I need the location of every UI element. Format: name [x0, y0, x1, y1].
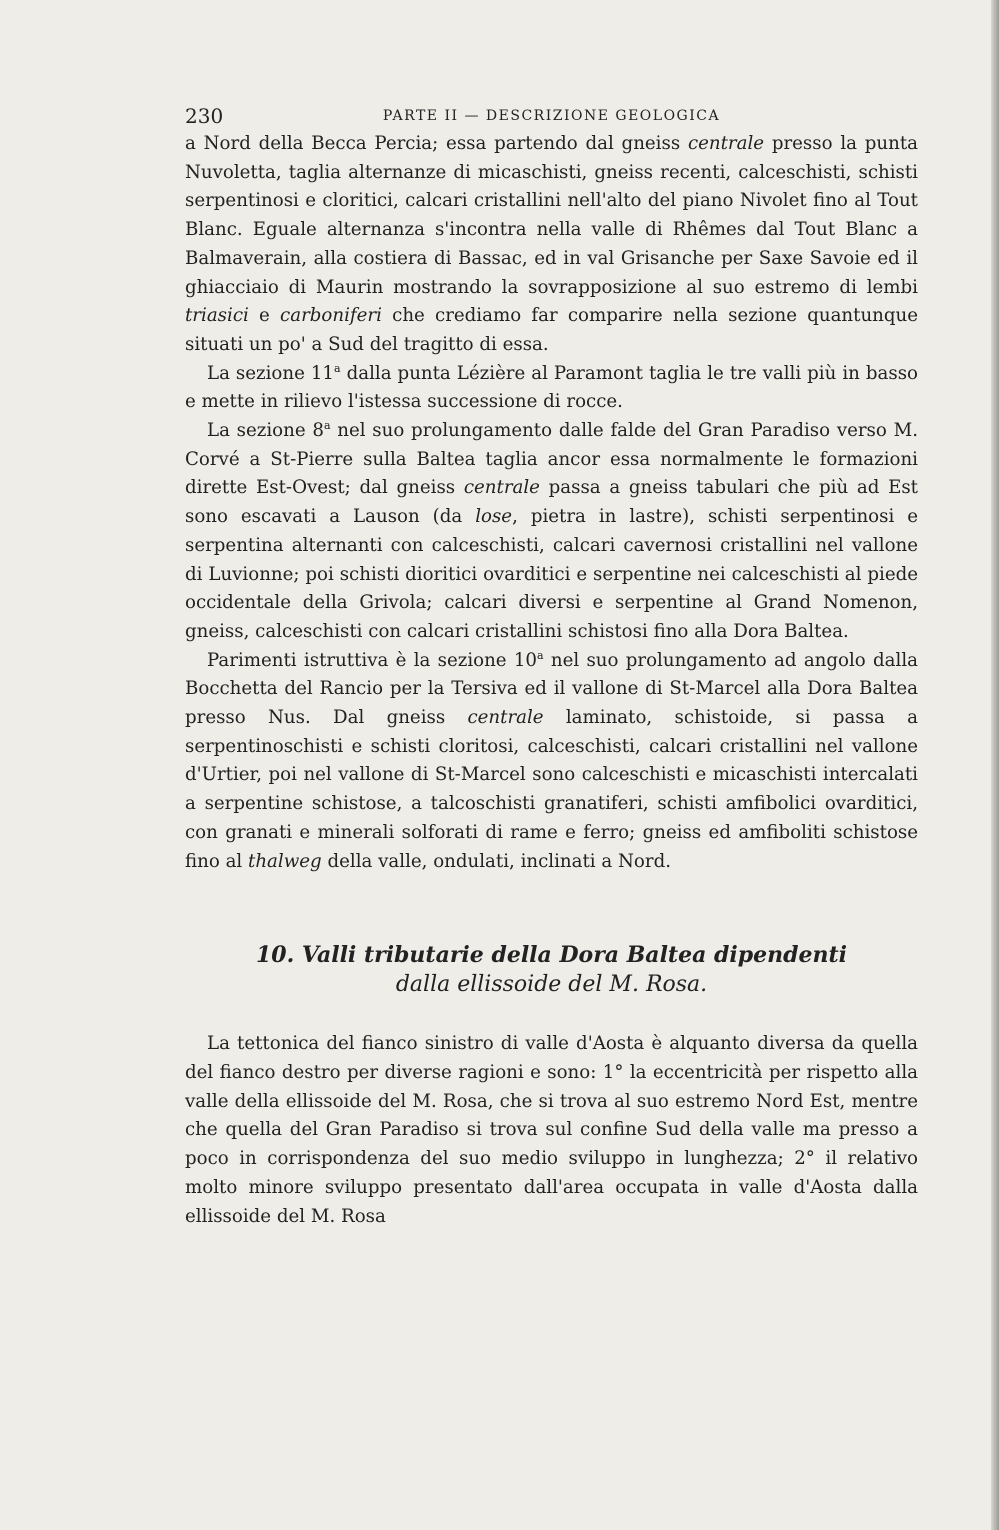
text-run: nel suo prolungamento dalle falde del Gran Paradiso verso M. Corvé a St-Pierre sulla Baltea taglia ancor essa normalmente le formazioni dirette Est-Ovest; dal gneiss — [185, 420, 918, 499]
italic-term: thalweg — [248, 850, 322, 872]
italic-term: triasici — [185, 305, 249, 327]
text-run: dalla punta Lézière al Paramont taglia le tre valli più in basso e mette in rilievo l'istessa successione di rocce. — [185, 362, 918, 413]
text-run: La sezione 11 — [207, 362, 335, 384]
italic-term: centrale — [467, 707, 544, 729]
section-heading-line-1: 10. Valli tributarie della Dora Baltea dipendenti — [255, 942, 848, 969]
superscript: a — [334, 361, 341, 375]
text-run: presso la punta Nuvoletta, taglia alternanze di micaschisti, gneiss recenti, calceschisti, schisti serpentinosi e cloritici, calcari cristallini nell'alto del piano Nivolet fino al Tout Blanc. Eguale alternanza s'incontra nella valle di Rhêmes dal Tout Blanc a Balmaverain, alla costiera di Bassac, ed in val Grisanche per Saxe Savoie ed il ghiacciaio di Maurin mostrando la sovrapposizione al suo estremo di lembi — [185, 133, 918, 298]
text-run: laminato, schistoide, si passa a serpentinoschisti e schisti cloritosi, calceschisti, calcari cristallini nel vallone d'Urtier, poi nel vallone di St-Marcel sono calceschisti e micaschisti intercalati a serpentine schistose, a talcoschisti granatiferi, schisti amfibolici ovarditici, con granati e minerali solforati di rame e ferro; gneiss ed amfiboliti schistose fino al — [185, 707, 918, 872]
body-text — [185, 130, 918, 876]
paragraph — [185, 130, 918, 360]
section-heading-line-2: dalla ellissoide del M. Rosa. — [395, 972, 708, 998]
page-edge-shadow — [991, 0, 999, 1530]
text-run: Parimenti istruttiva è la sezione 10 — [207, 649, 538, 671]
italic-term: lose — [475, 506, 513, 528]
text-run: passa a gneiss tabulari che più ad Est sono escavati a Lauson (da — [185, 477, 918, 528]
paragraph — [185, 647, 918, 877]
paragraph — [185, 1030, 918, 1231]
paragraph — [185, 360, 918, 417]
italic-term: carboniferi — [280, 305, 382, 327]
italic-term: centrale — [463, 477, 540, 499]
book-page — [185, 100, 918, 1231]
text-run: a Nord della Becca Percia; essa partendo dal gneiss — [185, 133, 688, 154]
text-run: La tettonica del fianco sinistro di valle d'Aosta è alquanto diversa da quella del fianco destro per diverse ragioni e sono: 1° la eccentricità per rispetto alla valle della ellissoide del M. Rosa, che si trova al suo estremo Nord Est, mentre che quella del Gran Paradiso si trova sul confine Sud della valle ma presso a poco in corrispondenza del suo medio sviluppo in lunghezza; 2° il relativo molto minore sviluppo presentato dall'area occupata in valle d'Aosta dalla ellissoide del M. Rosa — [185, 1033, 918, 1227]
section-heading — [185, 940, 918, 1000]
text-run: che crediamo far comparire nella sezione quantunque situati un po' a Sud del tragitto di essa. — [185, 305, 919, 355]
running-head — [185, 100, 918, 130]
text-run: La sezione 8 — [207, 420, 324, 442]
italic-term: centrale — [687, 133, 765, 154]
superscript: a — [323, 418, 331, 432]
text-run: nel suo prolungamento ad angolo dalla Bocchetta del Rancio per la Tersiva ed il vallone di St-Marcel alla Dora Baltea presso Nus. Dal gneiss — [185, 649, 919, 729]
body-text-after-heading — [185, 1030, 918, 1231]
text-run: della valle, ondulati, inclinati a Nord. — [321, 850, 671, 872]
page-number: 230 — [185, 104, 224, 128]
text-run: , pietra in lastre), schisti serpentinosi e serpentina alternanti con calceschisti, calcari cavernosi cristallini nel vallone di Luvionne; poi schisti dioritici ovarditici e serpentine nei calceschisti al piede occidentale della Grivola; calcari diversi e serpentine al Grand Nomenon, gneiss, calceschisti con calcari cristallini schistosi fino alla Dora Baltea. — [185, 506, 919, 642]
running-title: PARTE II — DESCRIZIONE GEOLOGICA — [382, 108, 721, 124]
text-run: e — [248, 305, 281, 327]
superscript: a — [537, 648, 544, 662]
paragraph — [185, 417, 918, 647]
